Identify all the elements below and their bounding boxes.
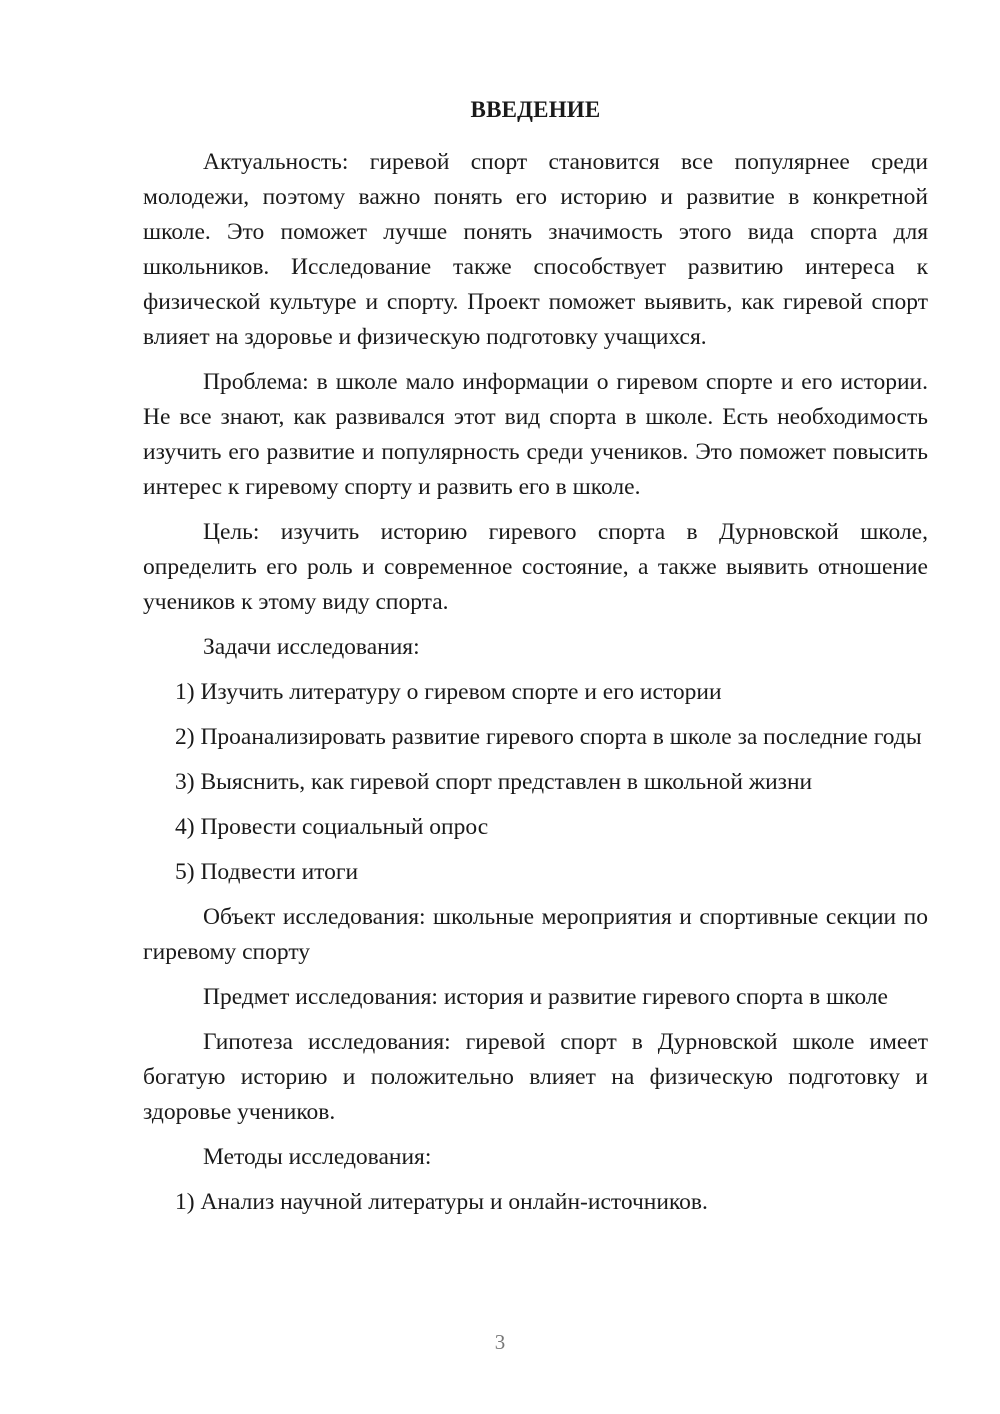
relevance-paragraph: Актуальность: гиревой спорт становится все популярнее среди молодежи, поэтому важно понять его историю и развитие в конкретной школе. Это поможет лучше понять значимость этого вида спорта для школьников. Исследование также способствует развитию интереса к физической культуре и спорту. Проект поможет выявить, как гиревой спорт влияет на здоровье и физическую подготовку учащихся. — [143, 149, 928, 350]
task-item-3: 3) Выяснить, как гиревой спорт представлен в школьной жизни — [175, 769, 813, 795]
task-item-4: 4) Провести социальный опрос — [175, 814, 489, 840]
task-item-5: 5) Подвести итоги — [175, 859, 359, 885]
task-item-2: 2) Проанализировать развитие гиревого спорта в школе за последние годы — [175, 724, 922, 750]
hypothesis-paragraph: Гипотеза исследования: гиревой спорт в Дурновской школе имеет богатую историю и положительно влияет на физическую подготовку и здоровье учеников. — [143, 1029, 928, 1125]
tasks-heading: Задачи исследования: — [203, 634, 420, 660]
subject-paragraph: Предмет исследования: история и развитие гиревого спорта в школе — [203, 984, 888, 1010]
task-item-1: 1) Изучить литературу о гиревом спорте и его истории — [175, 679, 722, 705]
document-body — [143, 92, 928, 1230]
section-title: ВВЕДЕНИЕ — [470, 97, 601, 122]
methods-heading: Методы исследования: — [203, 1144, 432, 1170]
page-number: 3 — [494, 1330, 506, 1354]
object-paragraph: Объект исследования: школьные мероприятия и спортивные секции по гиревому спорту — [143, 904, 928, 965]
problem-paragraph: Проблема: в школе мало информации о гиревом спорте и его истории. Не все знают, как развивался этот вид спорта в школе. Есть необходимость изучить его развитие и популярность среди учеников. Это поможет повысить интерес к гиревому спорту и развить его в школе. — [143, 369, 928, 500]
goal-paragraph: Цель: изучить историю гиревого спорта в Дурновской школе, определить его роль и современное состояние, а также выявить отношение учеников к этому виду спорта. — [143, 519, 928, 615]
method-item-1: 1) Анализ научной литературы и онлайн-источников. — [175, 1189, 708, 1215]
